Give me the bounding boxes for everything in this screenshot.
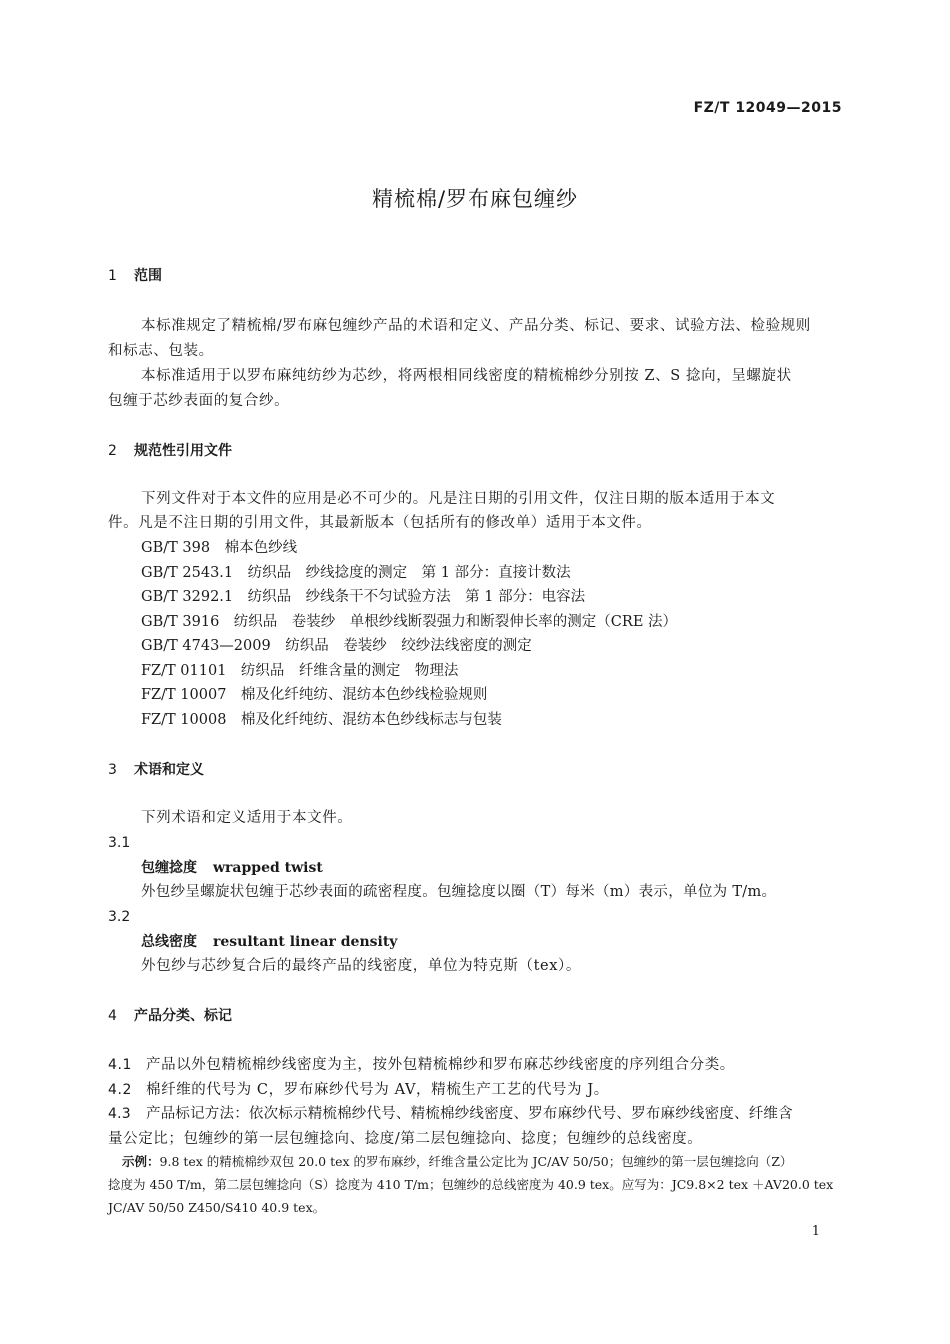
reference-item: GB/T 4743—2009 纺织品 卷装纱 绞纱法线密度的测定 xyxy=(141,638,532,654)
clause-4-1: 4.1 产品以外包精梳棉纱线密度为主，按外包精梳棉纱和罗布麻芯纱线密度的序列组合分类。 xyxy=(108,1057,735,1073)
clause-4-3: 4.3 产品标记方法：依次标示精梳棉纱代号、精梳棉纱线密度、罗布麻纱代号、罗布麻纱线密度、纤维含 xyxy=(108,1106,793,1122)
clause-4-3-line-2: 量公定比；包缠纱的第一层包缠捻向、捻度/第二层包缠捻向、捻度；包缠纱的总线密度。 xyxy=(108,1131,703,1147)
page-number: 1 xyxy=(811,1224,820,1239)
section-3-heading: 3 术语和定义 xyxy=(108,762,204,778)
reference-item: FZ/T 10008 棉及化纤纯纺、混纺本色纱线标志与包装 xyxy=(141,712,502,728)
reference-item: FZ/T 01101 纺织品 纤维含量的测定 物理法 xyxy=(141,663,459,679)
section-2-heading: 2 规范性引用文件 xyxy=(108,443,232,459)
section-2-paragraph-line-2: 件。凡是不注日期的引用文件，其最新版本（包括所有的修改单）适用于本文件。 xyxy=(108,515,652,531)
example-line-3: JC/AV 50/50 Z450/S410 40.9 tex。 xyxy=(108,1200,326,1215)
term-number: 3.2 xyxy=(108,909,131,925)
term-number: 3.1 xyxy=(108,835,131,851)
section-4-heading: 4 产品分类、标记 xyxy=(108,1008,232,1024)
term-definition: 外包纱与芯纱复合后的最终产品的线密度，单位为特克斯（tex）。 xyxy=(141,958,581,974)
reference-item: GB/T 3916 纺织品 卷装纱 单根纱线断裂强力和断裂伸长率的测定（CRE 法） xyxy=(141,614,678,630)
section-1-paragraph-1-line-1: 本标准规定了精梳棉/罗布麻包缠纱产品的术语和定义、产品分类、标记、要求、试验方法、检验规则 xyxy=(141,318,811,334)
section-3-intro: 下列术语和定义适用于本文件。 xyxy=(141,810,353,826)
reference-item: GB/T 3292.1 纺织品 纱线条干不匀试验方法 第 1 部分：电容法 xyxy=(141,589,586,605)
section-1-paragraph-2-line-1: 本标准适用于以罗布麻纯纺纱为芯纱，将两根相同线密度的精梳棉纱分别按 Z、S 捻向，呈螺旋状 xyxy=(141,368,792,384)
term-heading: 包缠捻度 wrapped twist xyxy=(141,860,323,876)
section-1-paragraph-2-line-2: 包缠于芯纱表面的复合纱。 xyxy=(108,393,290,409)
standard-number: FZ/T 12049—2015 xyxy=(693,100,842,116)
section-1-paragraph-1-line-2: 和标志、包装。 xyxy=(108,343,214,359)
section-2-paragraph-line-1: 下列文件对于本文件的应用是必不可少的。凡是注日期的引用文件，仅注日期的版本适用于本文 xyxy=(141,491,776,507)
document-title: 精梳棉/罗布麻包缠纱 xyxy=(371,187,579,211)
example-line-2: 捻度为 450 T/m，第二层包缠捻向（S）捻度为 410 T/m；包缠纱的总线密度为 40.9 tex。应写为：JC9.8×2 tex ＋AV20.0 tex xyxy=(108,1177,834,1192)
term-heading: 总线密度 resultant linear density xyxy=(141,934,398,950)
clause-4-2: 4.2 棉纤维的代号为 C，罗布麻纱代号为 AV，精梳生产工艺的代号为 J。 xyxy=(108,1082,609,1098)
section-1-heading: 1 范围 xyxy=(108,268,162,284)
reference-item: GB/T 398 棉本色纱线 xyxy=(141,540,298,556)
reference-item: FZ/T 10007 棉及化纤纯纺、混纺本色纱线检验规则 xyxy=(141,687,488,703)
term-definition: 外包纱呈螺旋状包缠于芯纱表面的疏密程度。包缠捻度以圈（T）每米（m）表示，单位为 T/m。 xyxy=(141,884,777,900)
example-line-1: 示例：9.8 tex 的精梳棉纱双包 20.0 tex 的罗布麻纱，纤维含量公定比为 JC/AV 50/50；包缠纱的第一层包缠捻向（Z） xyxy=(122,1154,793,1169)
reference-item: GB/T 2543.1 纺织品 纱线捻度的测定 第 1 部分：直接计数法 xyxy=(141,565,571,581)
